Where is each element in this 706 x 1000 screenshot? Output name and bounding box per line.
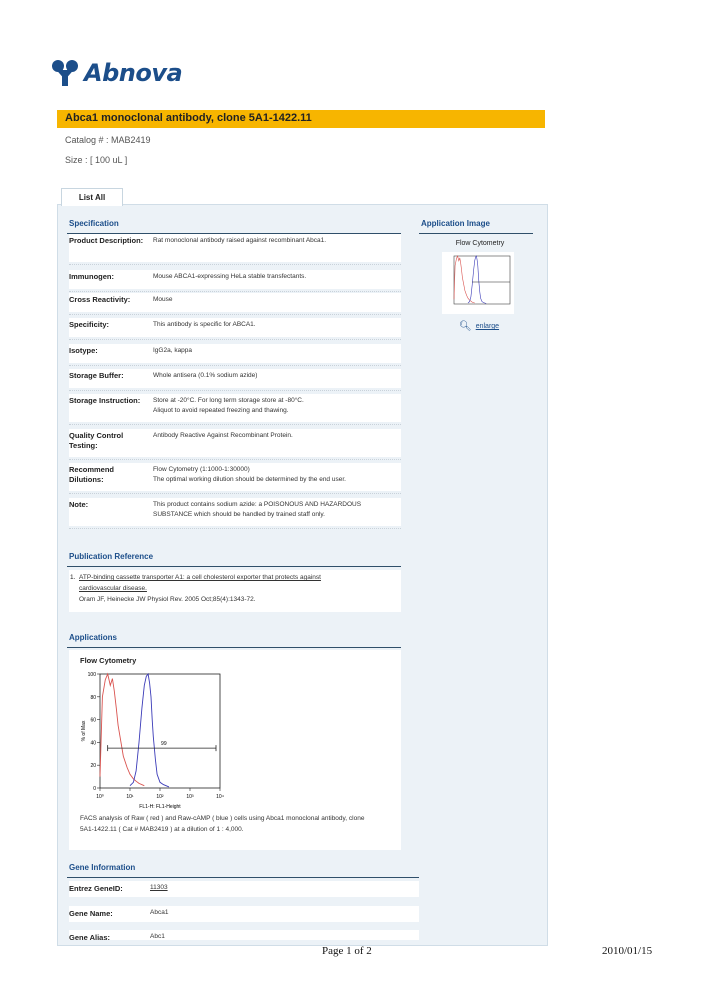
gene-row-label: Gene Alias: bbox=[69, 933, 110, 942]
gene-row-bg bbox=[69, 930, 419, 940]
gene-id-link[interactable]: 11303 bbox=[150, 884, 168, 891]
y-tick-label: 0 bbox=[93, 786, 96, 792]
spec-row-label: Note: bbox=[69, 500, 89, 509]
spec-row-value: Store at -20°C. For long term storage store at -80°C. bbox=[153, 397, 304, 404]
y-tick-label: 80 bbox=[90, 694, 96, 701]
print-date: 2010/01/15 bbox=[602, 945, 653, 957]
applications-heading: Applications bbox=[69, 633, 118, 642]
x-tick-label: 10⁴ bbox=[216, 794, 224, 800]
gene-row-value: Abc1 bbox=[150, 933, 165, 940]
product-title-bar bbox=[57, 110, 545, 128]
spec-row-label: Isotype: bbox=[69, 346, 98, 355]
x-tick-label: 10⁰ bbox=[96, 794, 104, 800]
spec-row-value: Mouse bbox=[153, 296, 173, 303]
y-tick-label: 40 bbox=[90, 740, 96, 747]
product-title: Abca1 monoclonal antibody, clone 5A1-1422.11 bbox=[65, 112, 312, 124]
spec-row-label: Product Description: bbox=[69, 236, 144, 245]
product-size: Size : [ 100 uL ] bbox=[65, 155, 128, 165]
publication-title-line2[interactable]: cardiovascular disease. bbox=[79, 585, 147, 592]
magnifier-icon: 🔍︎ bbox=[459, 321, 472, 332]
x-tick-label: 10³ bbox=[186, 794, 194, 800]
spec-row-value: Whole antisera (0.1% sodium azide) bbox=[153, 372, 258, 379]
application-image-divider bbox=[419, 233, 533, 234]
spec-row-label: Recommend Dilutions: bbox=[69, 465, 115, 484]
applications-description-line2: 5A1-1422.11 ( Cat # MAB2419 ) at a dilution of 1 : 4,000. bbox=[80, 826, 244, 833]
tab-list-all[interactable]: List All bbox=[61, 188, 123, 206]
application-image-caption: Flow Cytometry bbox=[455, 240, 505, 247]
brand-name: Abnova bbox=[84, 59, 183, 87]
publication-title-line1[interactable]: ATP-binding cassette transporter A1: a cell cholesterol exporter that protects against bbox=[79, 574, 321, 581]
spec-row-separator bbox=[69, 291, 401, 292]
applications-description-line1: FACS analysis of Raw ( red ) and Raw-cAMP ( blue ) cells using Abca1 monoclonal antibody, clone bbox=[80, 815, 365, 822]
specification-heading: Specification bbox=[69, 219, 119, 228]
application-image-thumbnail[interactable] bbox=[442, 252, 514, 314]
publication-heading: Publication Reference bbox=[69, 552, 154, 561]
x-tick-label: 10¹ bbox=[126, 794, 134, 800]
spec-row-label: Specificity: bbox=[69, 320, 110, 329]
spec-row-value-line2: The optimal working dilution should be determined by the end user. bbox=[153, 476, 346, 483]
gene-info-divider bbox=[67, 877, 419, 878]
enlarge-label: enlarge bbox=[475, 323, 500, 330]
spec-row-value: This antibody is specific for ABCA1. bbox=[153, 321, 256, 328]
gate-label: 99 bbox=[161, 741, 167, 748]
spec-row-label: Storage Instruction: bbox=[69, 396, 141, 405]
y-tick-label: 60 bbox=[90, 717, 96, 724]
abnova-y-icon bbox=[50, 58, 80, 88]
gene-row-label: Gene Name: bbox=[69, 909, 113, 918]
spec-row-label: Storage Buffer: bbox=[69, 371, 124, 380]
spec-row-separator bbox=[69, 528, 401, 529]
publication-citation: Oram JF, Heinecke JW Physiol Rev. 2005 Oct;85(4):1343-72. bbox=[79, 596, 256, 603]
gene-info-heading: Gene Information bbox=[69, 863, 136, 872]
spec-row-separator bbox=[69, 365, 401, 366]
publication-divider bbox=[67, 566, 401, 567]
spec-row-separator bbox=[69, 459, 401, 460]
spec-row-value: Rat monoclonal antibody raised against recombinant Abca1. bbox=[153, 237, 327, 244]
page-number: Page 1 of 2 bbox=[322, 945, 372, 957]
enlarge-link[interactable] bbox=[459, 321, 499, 332]
spec-row-value: This product contains sodium azide: a POISONOUS AND HAZARDOUS bbox=[153, 501, 362, 508]
spec-row-separator bbox=[69, 264, 401, 265]
spec-row-label: Quality Control Testing: bbox=[69, 431, 124, 450]
spec-row-value: Mouse ABCA1-expressing HeLa stable transfectants. bbox=[153, 273, 307, 280]
x-tick-label: 10² bbox=[156, 794, 164, 800]
gene-row-value: Abca1 bbox=[150, 909, 169, 916]
spec-row-separator bbox=[69, 493, 401, 494]
y-tick-label: 20 bbox=[90, 763, 96, 770]
flow-cytometry-chart bbox=[78, 668, 228, 810]
spec-row-value: Flow Cytometry (1:1000-1:30000) bbox=[153, 466, 250, 473]
spec-row-value-line2: Aliquot to avoid repeated freezing and thawing. bbox=[153, 407, 289, 414]
application-image-heading: Application Image bbox=[421, 219, 490, 228]
y-axis-label: % of Max bbox=[81, 720, 87, 742]
publication-number: 1. bbox=[70, 574, 76, 581]
spec-row-label: Immunogen: bbox=[69, 272, 114, 281]
spec-row-value-line2: SUBSTANCE which should be handled by trained staff only. bbox=[153, 511, 325, 518]
applications-subheading: Flow Cytometry bbox=[80, 656, 137, 665]
y-tick-label: 100 bbox=[87, 672, 96, 678]
gene-row-bg bbox=[69, 906, 419, 922]
spec-row-value: Antibody Reactive Against Recombinant Protein. bbox=[153, 432, 293, 439]
spec-row-separator bbox=[69, 339, 401, 340]
gene-row-label: Entrez GeneID: bbox=[69, 884, 123, 893]
spec-row-separator bbox=[69, 314, 401, 315]
spec-row-separator bbox=[69, 424, 401, 425]
abnova-logo[interactable] bbox=[50, 58, 182, 88]
spec-row-value: IgG2a, kappa bbox=[153, 347, 193, 354]
spec-row-label: Cross Reactivity: bbox=[69, 295, 131, 304]
applications-divider bbox=[67, 647, 401, 648]
spec-row-separator bbox=[69, 390, 401, 391]
catalog-number: Catalog # : MAB2419 bbox=[65, 135, 151, 145]
x-axis-label: FL1-H: FL1-Height bbox=[139, 804, 181, 810]
